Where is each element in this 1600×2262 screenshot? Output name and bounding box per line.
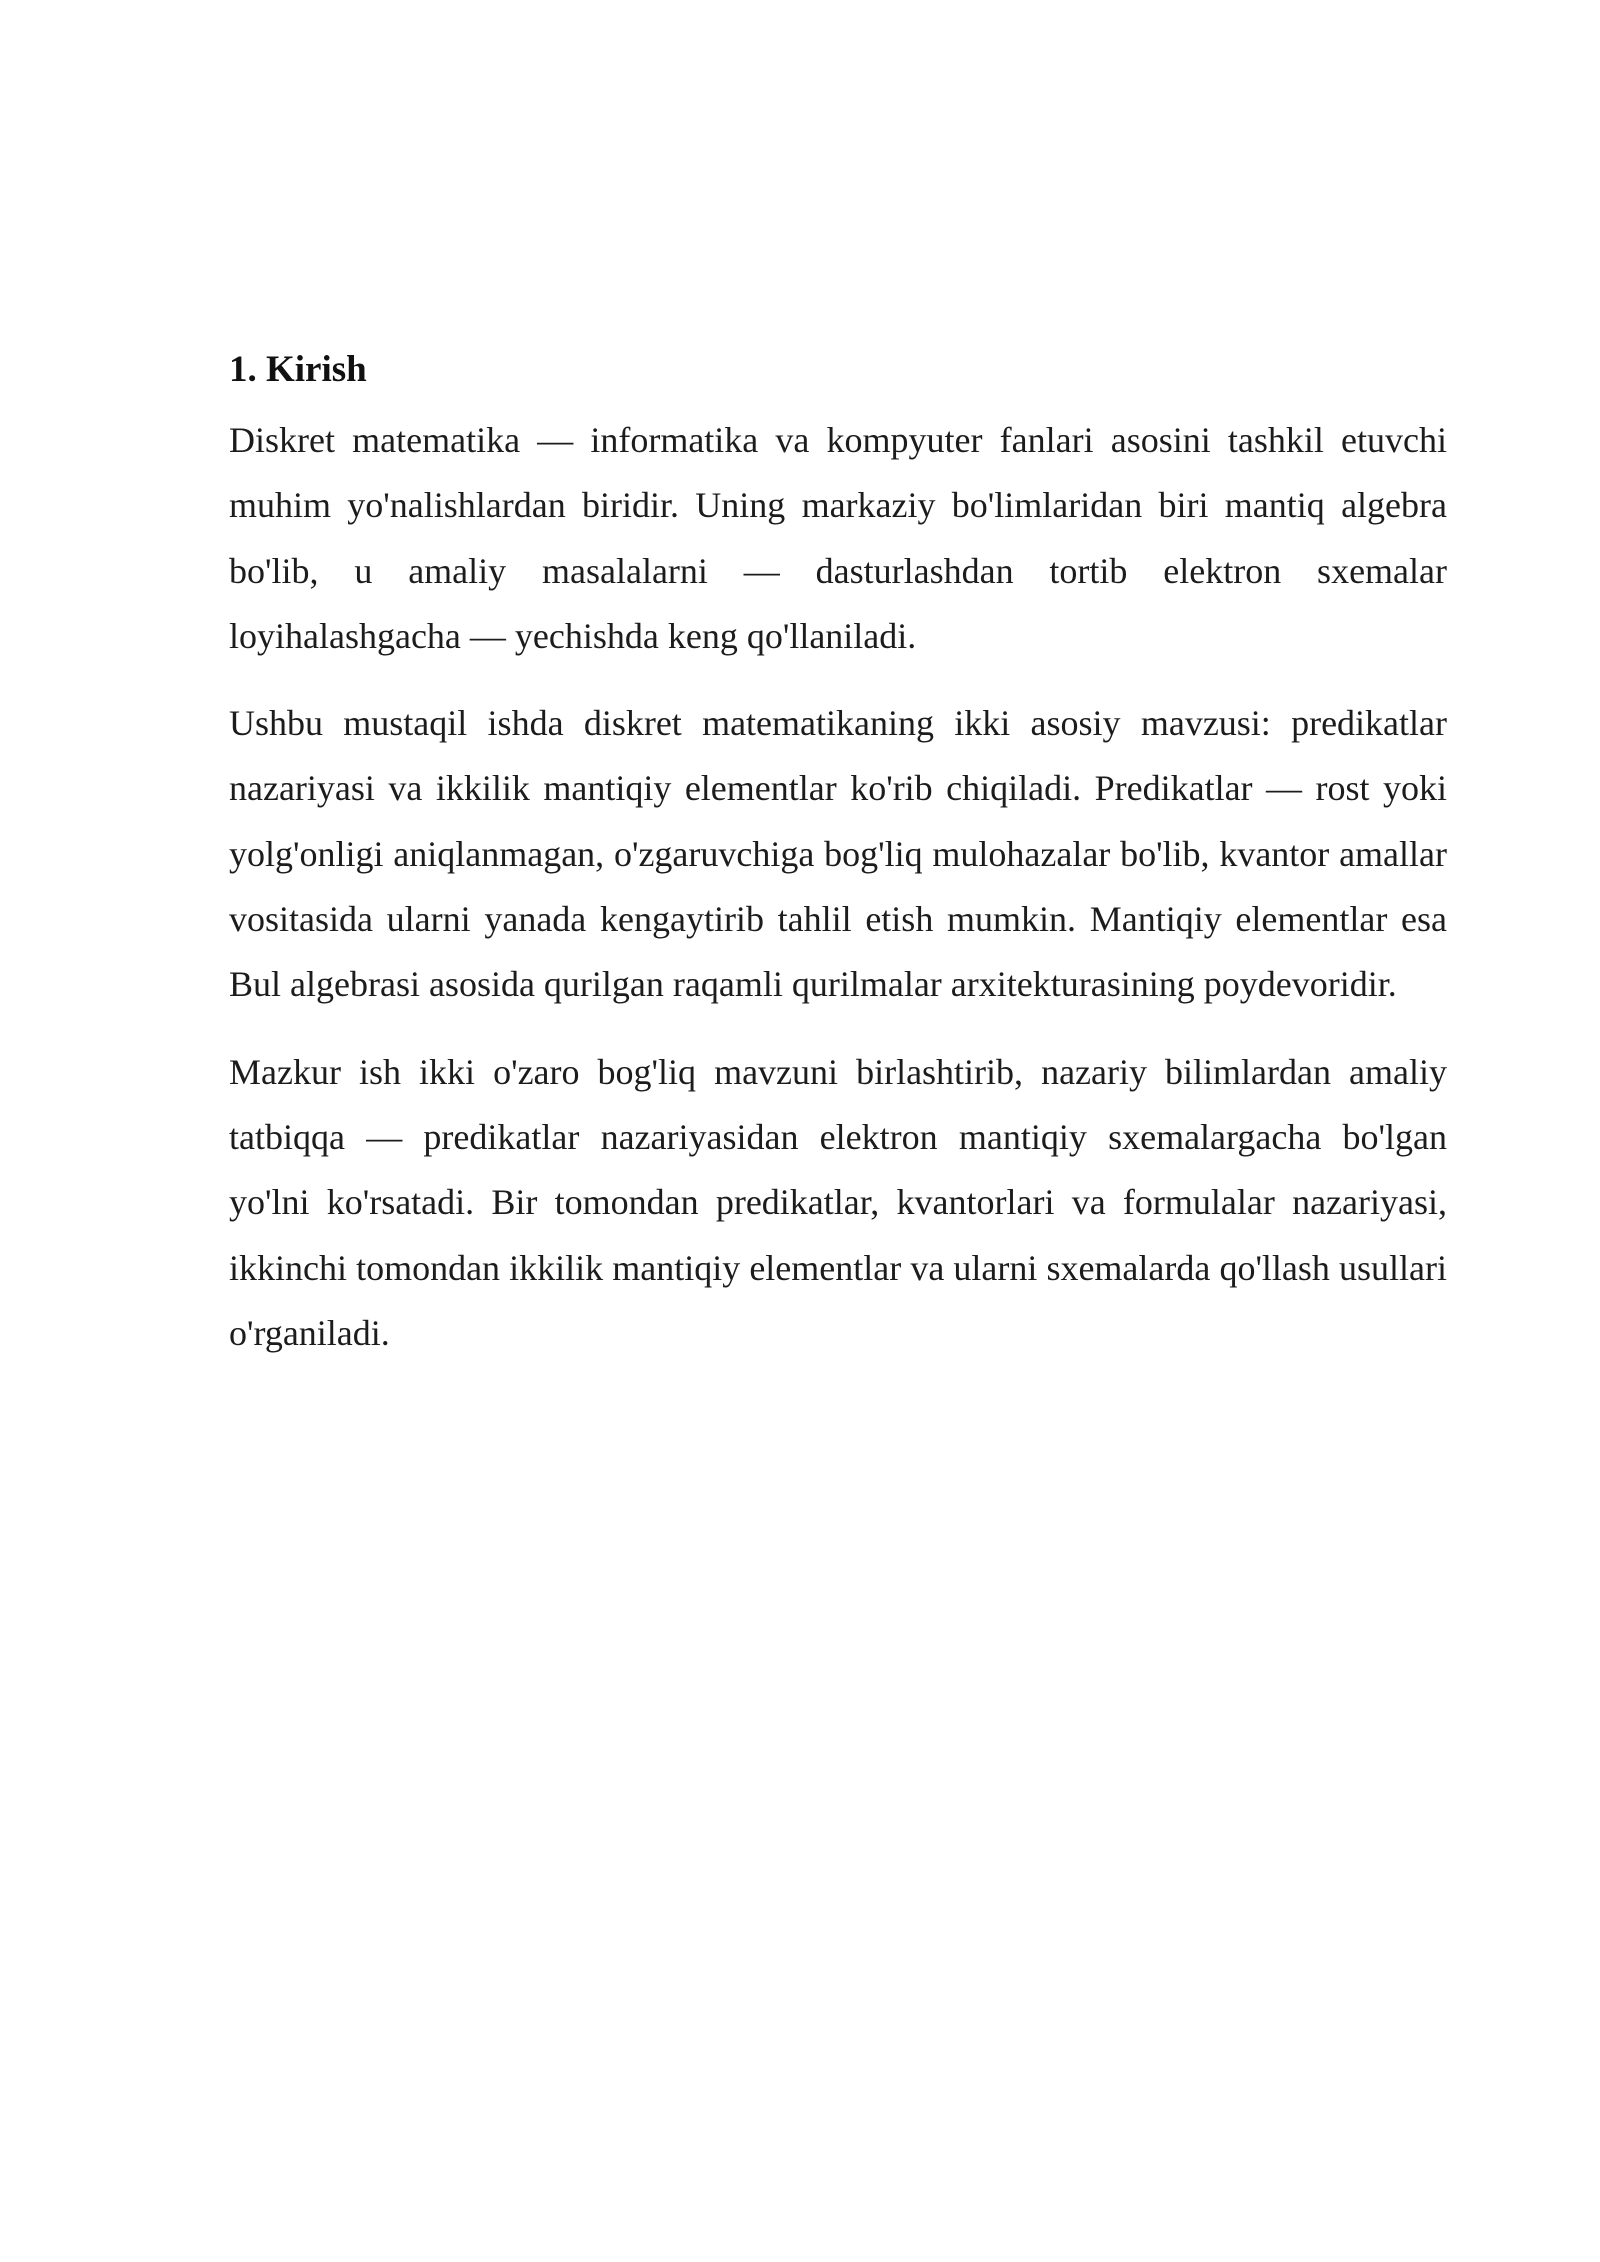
- paragraph-intro: Diskret matematika — informatika va kompyuter fanlari asosini tashkil etuvchi muhim yo'nalishlardan biridir. Uning markaziy bo'limlaridan biri mantiq algebra bo'lib, u amaliy masalalarni — dasturlashdan tortib elektron sxemalar loyihalashgacha — yechishda keng qo'llaniladi.: [229, 420, 1447, 656]
- paragraph-topics: Ushbu mustaqil ishda diskret matematikaning ikki asosiy mavzusi: predikatlar nazariyasi va ikkilik mantiqiy elementlar ko'rib chiqiladi. Predikatlar — rost yoki yolg'onligi aniqlanmagan, o'zgaruvchiga bog'liq mulohazalar bo'lib, kvantor amallar vositasida ularni yanada kengaytirib tahlil etish mumkin. Mantiqiy elementlar esa Bul algebrasi asosida qurilgan raqamli qurilmalar arxitekturasining poydevoridir.: [229, 703, 1447, 1005]
- section-heading: 1. Kirish: [229, 349, 367, 390]
- paragraph-summary: Mazkur ish ikki o'zaro bog'liq mavzuni birlashtirib, nazariy bilimlardan amaliy tatbiqqa — predikatlar nazariyasidan elektron mantiqiy sxemalargacha bo'lgan yo'lni ko'rsatadi. Bir tomondan predikatlar, kvantorlari va formulalar nazariyasi, ikkinchi tomondan ikkilik mantiqiy elementlar va ularni sxemalarda qo'llash usullari o'rganiladi.: [229, 1051, 1447, 1353]
- page-content: [229, 340, 1447, 1388]
